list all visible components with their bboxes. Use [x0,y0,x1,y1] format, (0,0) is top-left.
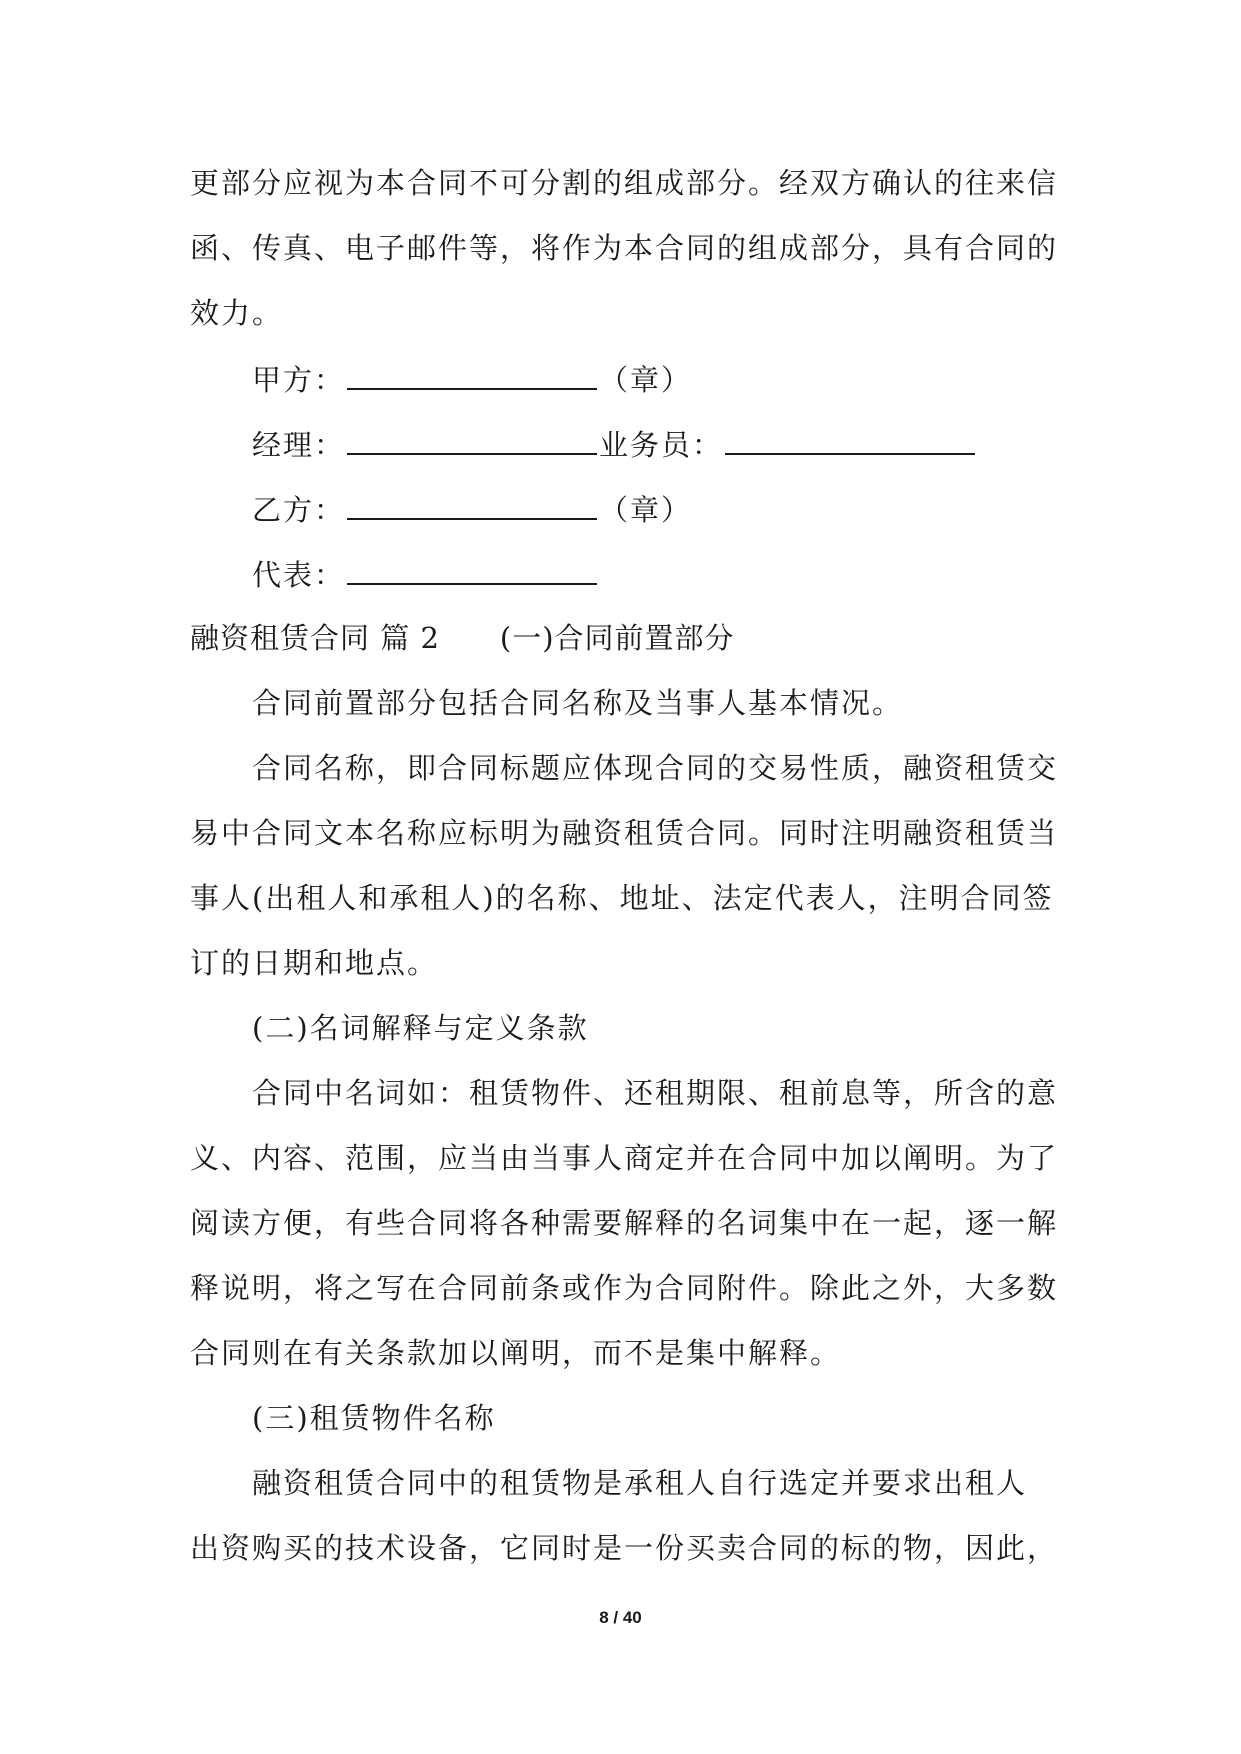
salesman-label: 业务员： [599,428,724,462]
paragraph-line: 易中合同文本名称应标明为融资租赁合同。同时注明融资租赁当 [190,816,1059,850]
paragraph-line: 融资租赁合同中的租赁物是承租人自行选定并要求出租人 [252,1466,1028,1500]
paragraph-line: 出资购买的技术设备，它同时是一份买卖合同的标的物，因此， [190,1531,1059,1565]
paragraph-line: 合同则在有关条款加以阐明，而不是集中解释。 [190,1336,842,1370]
signature-party-b [252,488,692,530]
paragraph-line: 阅读方便，有些合同将各种需要解释的名词集中在一起，逐一解 [190,1206,1059,1240]
signature-party-a [252,358,692,400]
paragraph-line: 效力。 [190,296,284,330]
paragraph-line: 更部分应视为本合同不可分割的组成部分。经双方确认的往来信 [190,166,1059,200]
paragraph-line: 释说明，将之写在合同前条或作为合同附件。除此之外，大多数 [190,1271,1059,1305]
representative-label: 代表： [252,558,346,592]
subheading: (二)名词解释与定义条款 [252,1011,589,1045]
manager-label: 经理： [252,428,346,462]
subheading: (三)租赁物件名称 [252,1401,496,1435]
section-sub: (一)合同前置部分 [499,621,735,655]
section-heading [190,618,735,658]
representative-blank [347,553,597,585]
section-title: 融资租赁合同 [190,621,371,655]
paragraph-line: 义、内容、范围，应当由当事人商定并在合同中加以阐明。为了 [190,1141,1059,1175]
signature-manager [252,423,977,465]
party-a-seal: （章） [599,363,693,397]
party-b-label: 乙方： [252,493,346,527]
section-part: 篇 2 [380,621,440,655]
page-number: 8 / 40 [599,1608,642,1627]
signature-representative [252,553,599,595]
salesman-blank [725,423,975,455]
paragraph-line: 合同中名词如：租赁物件、还租期限、租前息等，所含的意 [252,1076,1059,1110]
party-a-label: 甲方： [252,363,346,397]
party-a-blank [347,358,597,390]
paragraph-line: 函、传真、电子邮件等，将作为本合同的组成部分，具有合同的 [190,231,1059,265]
paragraph-line: 合同名称，即合同标题应体现合同的交易性质，融资租赁交 [252,751,1059,785]
paragraph-line: 事人(出租人和承租人)的名称、地址、法定代表人，注明合同签 [190,881,1054,915]
paragraph-line: 合同前置部分包括合同名称及当事人基本情况。 [252,686,904,720]
party-b-blank [347,488,597,520]
paragraph-line: 订的日期和地点。 [190,946,439,980]
party-b-seal: （章） [599,493,693,527]
manager-blank [347,423,597,455]
